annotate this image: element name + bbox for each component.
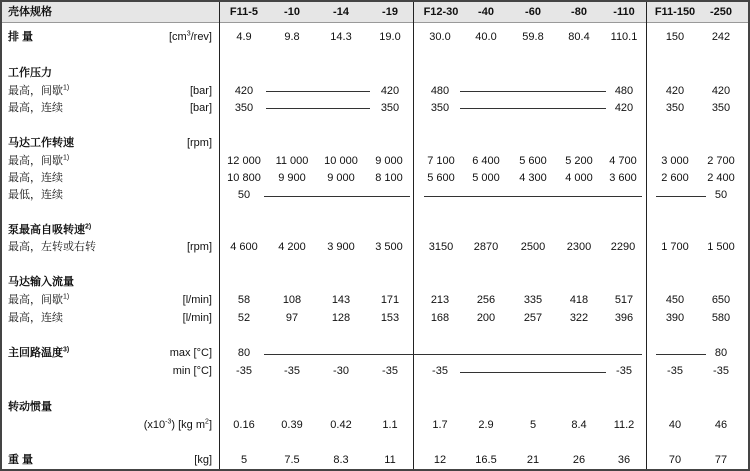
cell: 108	[282, 294, 302, 306]
cell: 4 300	[519, 172, 547, 184]
col-header: -40	[478, 6, 494, 18]
cell: 396	[614, 312, 634, 324]
section-title-temperature: 主回路温度$^{3)}$	[8, 346, 70, 359]
table-title: 壳体规格	[8, 6, 52, 18]
cell: 0.39	[281, 419, 303, 431]
cell: -30	[333, 365, 349, 377]
cell: 70	[668, 454, 682, 466]
cell: 3150	[428, 241, 454, 253]
unit: $(x10^{-3})$ [kg $m^2$]	[143, 418, 212, 431]
cell: 10 000	[324, 155, 358, 167]
cell: 1 500	[707, 241, 735, 253]
unit: [bar]	[189, 85, 212, 97]
cell: 11 000	[275, 155, 309, 167]
cell: 257	[523, 312, 543, 324]
col-header: -10	[284, 6, 300, 18]
range-line	[264, 196, 410, 197]
cell: 143	[331, 294, 351, 306]
unit: [l/min]	[182, 294, 212, 306]
unit: [l/min]	[182, 312, 212, 324]
cell: 11.2	[613, 419, 635, 431]
col-header: -14	[333, 6, 349, 18]
cell: -35	[616, 365, 632, 377]
cell: 153	[380, 312, 400, 324]
row-label: 最高，连续	[8, 102, 63, 114]
col-header: F11-150	[654, 6, 696, 18]
row-label: 最高，间歇$^{1)}$	[8, 293, 70, 306]
cell: 46	[714, 419, 728, 431]
cell: 2 600	[661, 172, 689, 184]
cell: 4.9	[236, 31, 252, 43]
cell: 5	[529, 419, 537, 431]
cell: 2870	[473, 241, 499, 253]
cell: -35	[236, 365, 252, 377]
cell: 12	[433, 454, 447, 466]
unit: [rpm]	[186, 137, 212, 149]
cell: 420	[614, 102, 634, 114]
cell: 420	[711, 85, 731, 97]
cell: 0.42	[330, 419, 352, 431]
range-line	[460, 108, 606, 109]
cell: 7 100	[427, 155, 455, 167]
cell: 418	[569, 294, 589, 306]
cell: 150	[665, 31, 685, 43]
section-title-pump-speed: 泵最高自吸转速$^{2)}$	[8, 223, 92, 236]
cell: 80.4	[568, 31, 590, 43]
cell: 36	[617, 454, 631, 466]
cell: 5 600	[427, 172, 455, 184]
cell: 420	[665, 85, 685, 97]
cell: 350	[711, 102, 731, 114]
cell: 5 200	[565, 155, 593, 167]
cell: 4 600	[230, 241, 258, 253]
cell: -35	[432, 365, 448, 377]
cell: 1.1	[382, 419, 398, 431]
cell: 9.8	[284, 31, 300, 43]
range-line	[264, 354, 642, 355]
cell: 5	[240, 454, 248, 466]
row-label: 最高，间歇$^{1)}$	[8, 154, 70, 167]
cell: 50	[714, 189, 728, 201]
cell: 6 400	[472, 155, 500, 167]
section-title-flow: 马达输入流量	[8, 276, 74, 288]
cell: 450	[665, 294, 685, 306]
cell: 213	[430, 294, 450, 306]
range-line	[266, 108, 370, 109]
section-title-inertia: 转动惯量	[8, 401, 52, 413]
cell: 350	[430, 102, 450, 114]
range-line	[266, 91, 370, 92]
cell: 2 700	[707, 155, 735, 167]
row-label: 最低，连续	[8, 189, 63, 201]
range-line	[460, 91, 606, 92]
cell: -35	[382, 365, 398, 377]
column-divider	[219, 2, 220, 469]
range-line	[424, 196, 642, 197]
range-line	[460, 372, 606, 373]
cell: 171	[380, 294, 400, 306]
cell: 50	[237, 189, 251, 201]
cell: 2500	[520, 241, 546, 253]
column-divider	[646, 2, 647, 469]
cell: 580	[711, 312, 731, 324]
cell: 1 700	[661, 241, 689, 253]
col-header: -250	[709, 6, 733, 18]
cell: 7.5	[284, 454, 300, 466]
cell: 16.5	[475, 454, 497, 466]
row-label: 最高，左转或右转	[8, 241, 96, 253]
cell: 30.0	[429, 31, 451, 43]
cell: 9 000	[375, 155, 403, 167]
cell: 9 000	[327, 172, 355, 184]
row-label: 最高，间歇$^{1)}$	[8, 84, 70, 97]
cell: 8.3	[333, 454, 349, 466]
col-header: F12-30	[423, 6, 459, 18]
cell: 110.1	[610, 31, 638, 43]
cell: 322	[569, 312, 589, 324]
cell: 517	[614, 294, 634, 306]
cell: 420	[234, 85, 254, 97]
cell: 3 000	[661, 155, 689, 167]
cell: 390	[665, 312, 685, 324]
unit-displacement: $[cm^3/rev]$	[168, 30, 212, 43]
unit: min [°C]	[172, 365, 212, 377]
cell: 0.16	[233, 419, 255, 431]
cell: 350	[234, 102, 254, 114]
cell: 480	[614, 85, 634, 97]
cell: 11	[384, 454, 396, 466]
col-header: -80	[571, 6, 587, 18]
cell: 77	[714, 454, 728, 466]
cell: -35	[284, 365, 300, 377]
col-header: -110	[613, 6, 635, 18]
cell: 2300	[566, 241, 592, 253]
col-header: -60	[525, 6, 541, 18]
cell: 2.9	[478, 419, 494, 431]
cell: 8 100	[375, 172, 403, 184]
cell: 26	[572, 454, 586, 466]
section-title-motor-speed: 马达工作转速	[8, 137, 74, 149]
cell: 350	[665, 102, 685, 114]
cell: 14.3	[330, 31, 352, 43]
cell: 4 200	[278, 241, 306, 253]
section-title-pressure: 工作压力	[8, 67, 52, 79]
row-label: 最高，连续	[8, 172, 63, 184]
cell: 59.8	[522, 31, 544, 43]
cell: 40.0	[475, 31, 497, 43]
cell: 335	[523, 294, 543, 306]
row-label-weight: 重 量	[8, 454, 34, 466]
unit: [bar]	[189, 102, 212, 114]
cell: 4 000	[565, 172, 593, 184]
row-label-displacement: 排 量	[8, 31, 34, 43]
cell: 80	[714, 347, 728, 359]
cell: 168	[430, 312, 450, 324]
cell: 128	[331, 312, 351, 324]
cell: -35	[713, 365, 729, 377]
range-line	[656, 354, 706, 355]
cell: 52	[237, 312, 251, 324]
col-header: F11-5	[229, 6, 259, 18]
cell: 200	[476, 312, 496, 324]
column-divider	[413, 2, 414, 469]
cell: -35	[667, 365, 683, 377]
cell: 480	[430, 85, 450, 97]
cell: 19.0	[379, 31, 401, 43]
cell: 40	[668, 419, 682, 431]
unit: [kg]	[194, 454, 212, 466]
cell: 10 800	[227, 172, 261, 184]
unit: max [°C]	[169, 347, 212, 359]
cell: 1.7	[432, 419, 448, 431]
cell: 5 600	[519, 155, 547, 167]
cell: 80	[237, 347, 251, 359]
cell: 350	[380, 102, 400, 114]
unit: [rpm]	[186, 241, 212, 253]
cell: 420	[380, 85, 400, 97]
row-label: 最高，连续	[8, 312, 63, 324]
cell: 97	[285, 312, 299, 324]
cell: 3 900	[327, 241, 355, 253]
cell: 5 000	[472, 172, 500, 184]
range-line	[656, 196, 706, 197]
cell: 12 000	[227, 155, 261, 167]
cell: 3 500	[375, 241, 403, 253]
cell: 21	[526, 454, 540, 466]
cell: 8.4	[571, 419, 587, 431]
col-header: -19	[382, 6, 398, 18]
cell: 3 600	[609, 172, 637, 184]
cell: 242	[711, 31, 731, 43]
cell: 2290	[610, 241, 636, 253]
cell: 9 900	[278, 172, 306, 184]
cell: 2 400	[707, 172, 735, 184]
cell: 58	[237, 294, 251, 306]
cell: 256	[476, 294, 496, 306]
cell: 650	[711, 294, 731, 306]
cell: 4 700	[609, 155, 637, 167]
